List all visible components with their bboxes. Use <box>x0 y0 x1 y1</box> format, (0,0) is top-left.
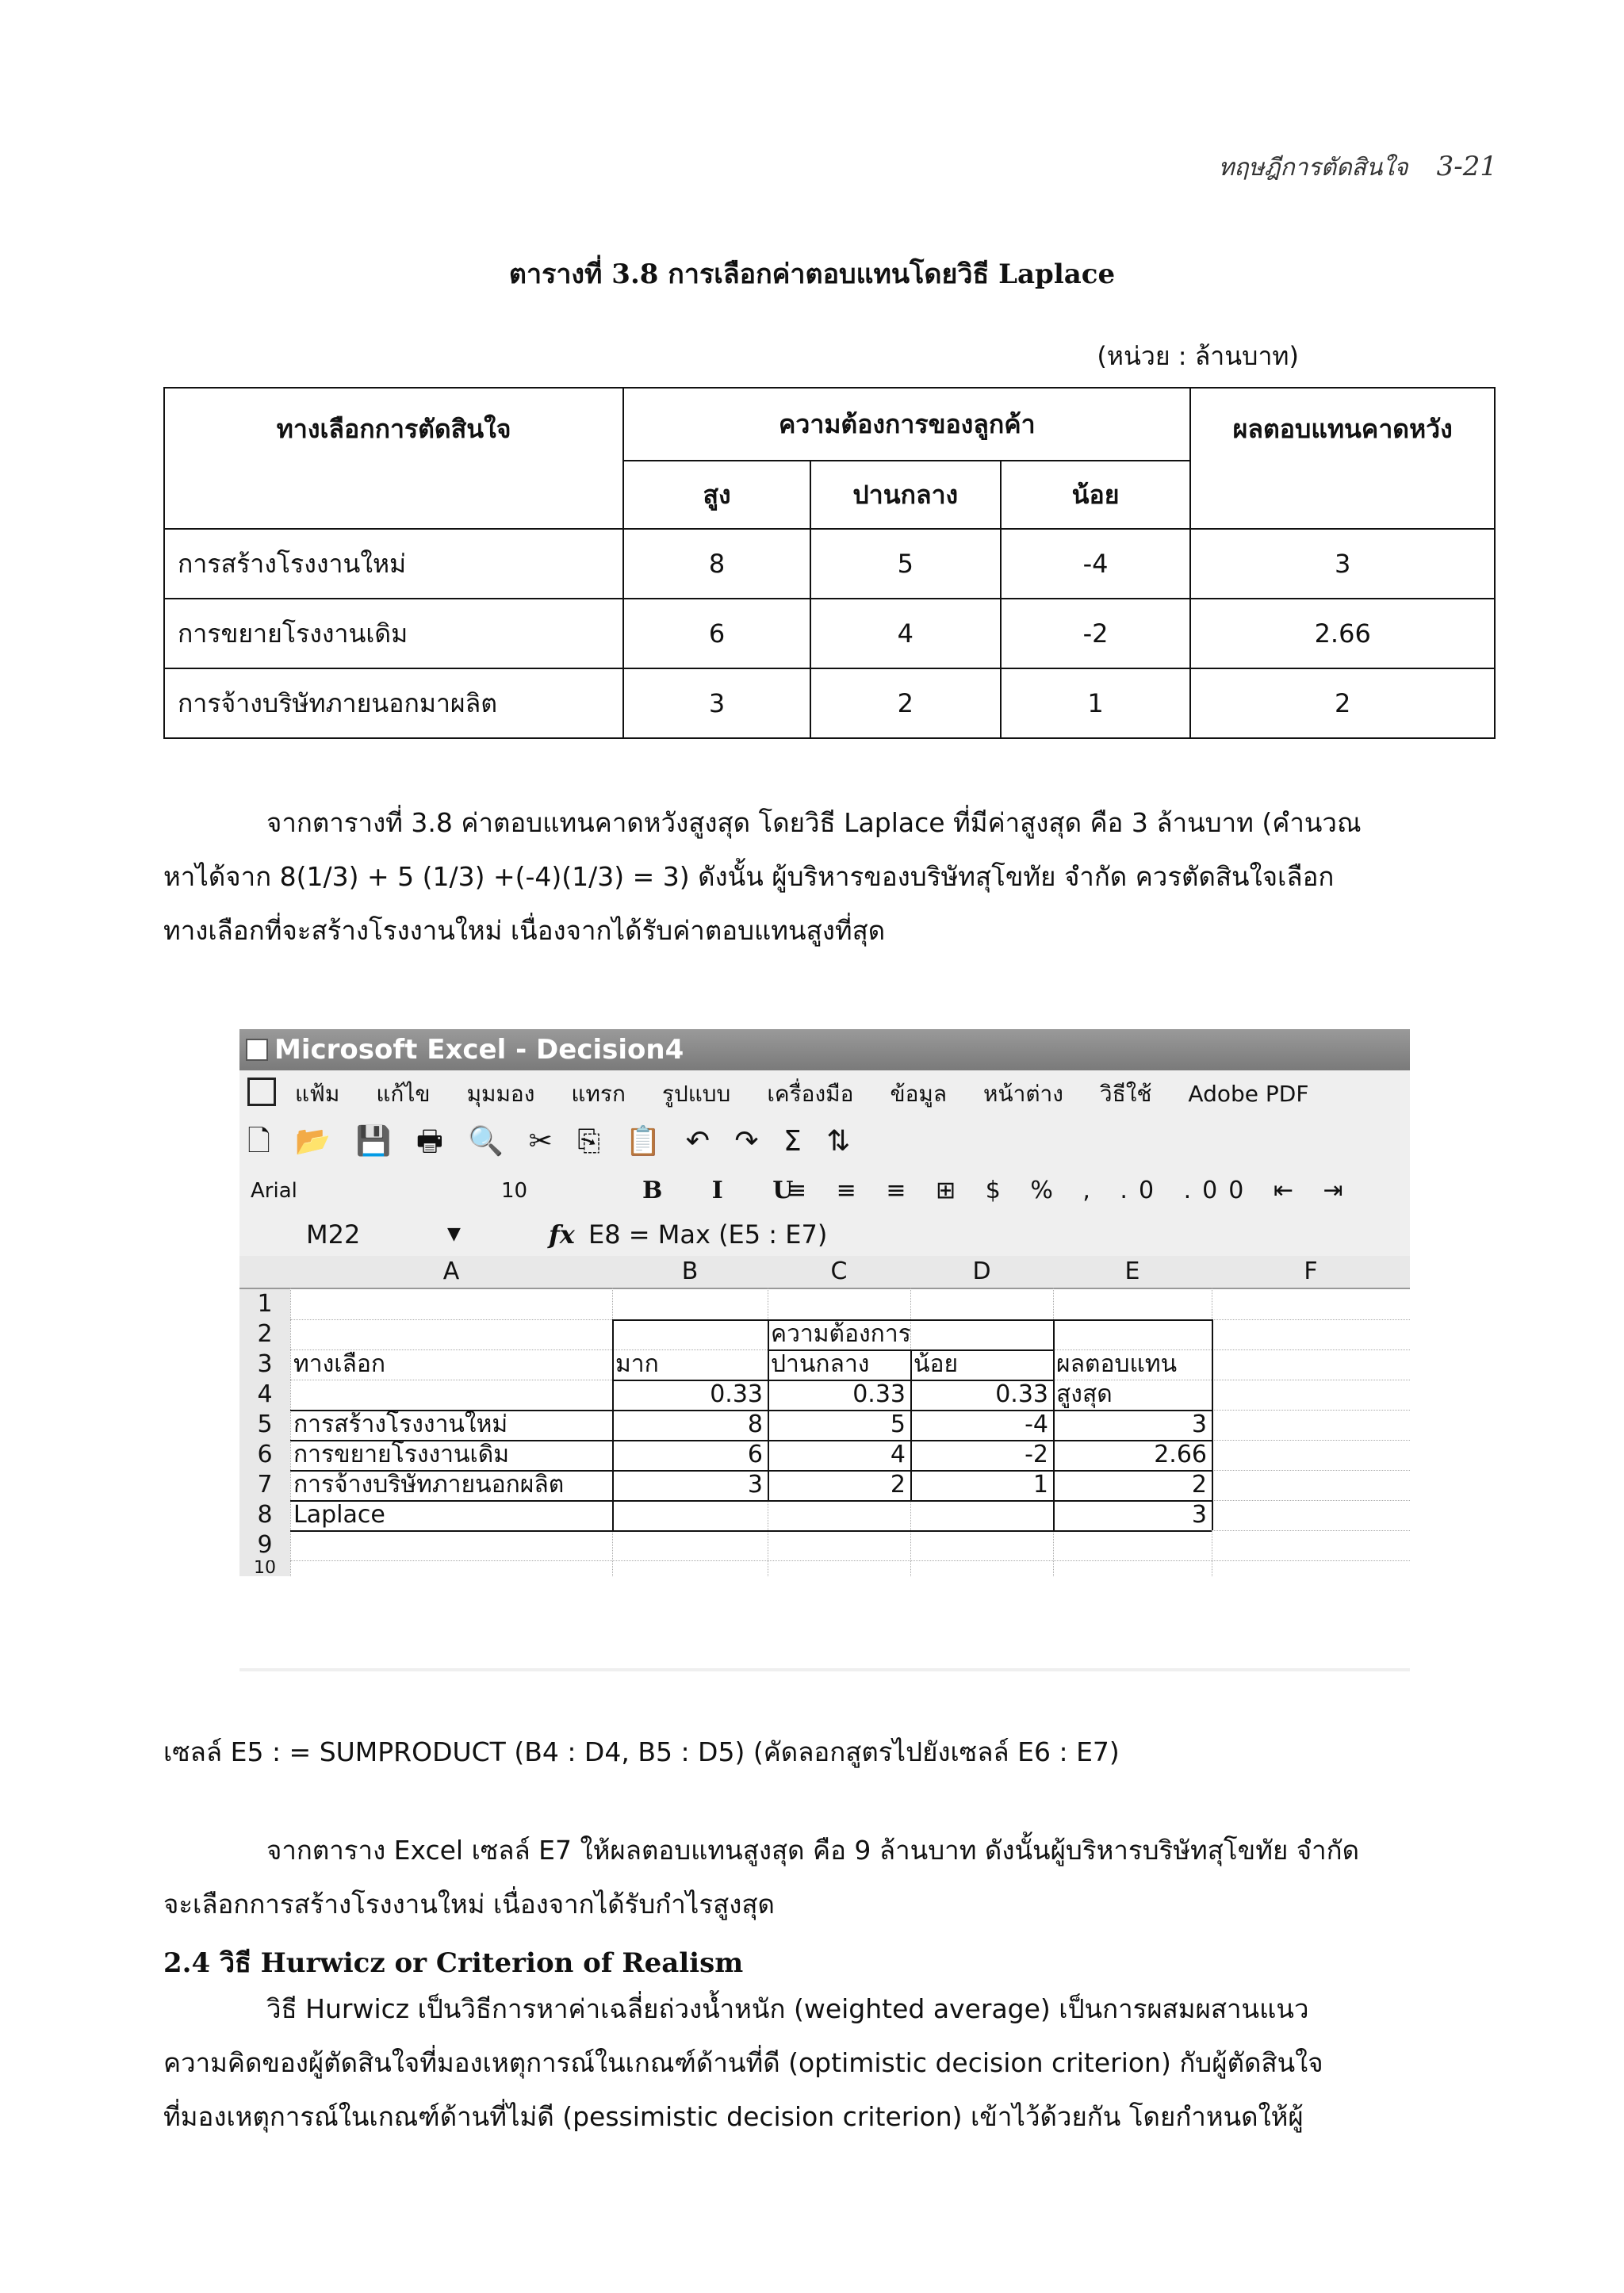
cell-c5[interactable]: 5 <box>890 1411 906 1438</box>
cell-e4[interactable]: สูงสุด <box>1056 1380 1113 1408</box>
alignment-number-buttons[interactable]: ≡ ≡ ≡ ⊞ $ % , .0 .00 ⇤ ⇥ <box>787 1177 1354 1204</box>
cell-medium: 5 <box>810 529 1001 599</box>
header-demand: ความต้องการของลูกค้า <box>623 388 1190 461</box>
header-high: สูง <box>623 461 810 529</box>
standard-toolbar[interactable]: 🗋 📂 💾 🖶 🔍 ✂ ⎘ 📋 ↶ ↷ Σ ⇅ <box>247 1125 859 1158</box>
excel-app-icon <box>246 1039 268 1061</box>
cell-high: 8 <box>623 529 810 599</box>
menu-help[interactable]: วิธีใช้ <box>1099 1081 1152 1107</box>
paragraph-3 <box>163 1982 1496 2144</box>
menu-adobe-pdf[interactable]: Adobe PDF <box>1188 1081 1309 1107</box>
menu-data[interactable]: ข้อมูล <box>890 1081 948 1107</box>
cell-medium: 4 <box>810 599 1001 668</box>
cell-a8[interactable]: Laplace <box>293 1501 385 1529</box>
cell-a7[interactable]: การจ้างบริษัทภายนอกผลิต <box>293 1471 565 1499</box>
table-row <box>164 668 1495 738</box>
cell-a3[interactable]: ทางเลือก <box>293 1350 386 1378</box>
cell-e3[interactable]: ผลตอบแทน <box>1056 1350 1178 1378</box>
menu-insert[interactable]: แทรก <box>571 1081 626 1107</box>
row-header-4[interactable]: 4 <box>239 1380 290 1410</box>
cell-e5[interactable]: 3 <box>1191 1411 1207 1438</box>
table-unit: (หน่วย : ล้านบาท) <box>1097 341 1299 371</box>
cell-low: -2 <box>1001 599 1191 668</box>
spreadsheet-grid <box>239 1256 1410 1668</box>
column-header-c[interactable]: C <box>768 1256 910 1289</box>
cell-e7[interactable]: 2 <box>1191 1471 1207 1499</box>
column-header-f[interactable]: F <box>1212 1256 1410 1289</box>
cell-expected: 2.66 <box>1190 599 1495 668</box>
cell-medium: 2 <box>810 668 1001 738</box>
column-header-a[interactable]: A <box>290 1256 612 1289</box>
paragraph-2-line-2: จะเลือกการสร้างโรงงานใหม่ เนื่องจากได้รับกำไรสูงสุด <box>163 1889 775 1920</box>
menu-window[interactable]: หน้าต่าง <box>983 1081 1063 1107</box>
paragraph-1 <box>163 796 1496 958</box>
cell-d6[interactable]: -2 <box>1025 1441 1048 1468</box>
excel-menu-bar <box>239 1072 1410 1116</box>
row-header-8[interactable]: 8 <box>239 1500 290 1530</box>
cell-b7[interactable]: 3 <box>747 1471 763 1499</box>
cell-d5[interactable]: -4 <box>1025 1411 1048 1438</box>
cell-d7[interactable]: 1 <box>1032 1471 1048 1499</box>
cell-d4[interactable]: 0.33 <box>995 1380 1048 1408</box>
table-row <box>164 529 1495 599</box>
function-icon[interactable]: fx <box>549 1219 575 1250</box>
page-number: 3-21 <box>1436 151 1497 182</box>
paragraph-2 <box>163 1824 1496 1931</box>
table-title: ตารางที่ 3.8 การเลือกค่าตอบแทนโดยวิธี Laplace <box>508 258 1116 290</box>
menu-file[interactable]: แฟ้ม <box>295 1081 340 1107</box>
cell-a6[interactable]: การขยายโรงงานเดิม <box>293 1441 510 1468</box>
laplace-table <box>163 387 1496 739</box>
table-row <box>164 599 1495 668</box>
menu-tools[interactable]: เครื่องมือ <box>767 1081 854 1107</box>
menu-view[interactable]: มุมมอง <box>466 1081 535 1107</box>
cell-border <box>290 1530 1212 1532</box>
row-name: การจ้างบริษัทภายนอกมาผลิต <box>164 668 623 738</box>
formula-bar <box>239 1215 1410 1254</box>
row-header-2[interactable]: 2 <box>239 1319 290 1349</box>
cell-high: 3 <box>623 668 810 738</box>
row-header-6[interactable]: 6 <box>239 1440 290 1470</box>
cell-high: 6 <box>623 599 810 668</box>
row-header-10[interactable]: 10 <box>239 1560 290 1576</box>
gridline <box>290 1560 1410 1561</box>
paragraph-3-line-3: ที่มองเหตุการณ์ในเกณฑ์ด้านที่ไม่ดี (pessimistic decision criterion) เข้าไว้ด้วยกัน โดยกำหนดให้ผู้ <box>163 2101 1304 2132</box>
paragraph-1-line-2: หาได้จาก 8(1/3) + 5 (1/3) +(-4)(1/3) = 3) ดังนั้น ผู้บริหารของบริษัทสุโขทัย จำกัด ควรตัดสินใจเลือก <box>163 861 1335 892</box>
running-header <box>1219 149 1497 186</box>
paragraph-1-line-1: จากตารางที่ 3.8 ค่าตอบแทนคาดหวังสูงสุด โดยวิธี Laplace ที่มีค่าสูงสุด คือ 3 ล้านบาท (คำนวณ <box>266 807 1362 838</box>
cell-expected: 2 <box>1190 668 1495 738</box>
row-header-7[interactable]: 7 <box>239 1470 290 1500</box>
paragraph-3-line-2: ความคิดของผู้ตัดสินใจที่มองเหตุการณ์ในเกณฑ์ด้านที่ดี (optimistic decision criterion) กับผู้ตัดสินใจ <box>163 2047 1323 2078</box>
row-header-9[interactable]: 9 <box>239 1530 290 1560</box>
excel-window-title: Microsoft Excel - Decision4 <box>274 1034 684 1066</box>
cell-b4[interactable]: 0.33 <box>710 1380 763 1408</box>
menu-format[interactable]: รูปแบบ <box>661 1081 731 1107</box>
paragraph-3-line-1: วิธี Hurwicz เป็นวิธีการหาค่าเฉลี่ยถ่วงน้ำหนัก (weighted average) เป็นการผสมผสานแนว <box>266 1993 1309 2024</box>
cell-c3[interactable]: ปานกลาง <box>771 1350 870 1378</box>
formatting-toolbar <box>239 1167 1410 1215</box>
cell-c7[interactable]: 2 <box>890 1471 906 1499</box>
cell-b5[interactable]: 8 <box>747 1411 763 1438</box>
formula-note: เซลล์ E5 : = SUMPRODUCT (B4 : D4, B5 : D5) (คัดลอกสูตรไปยังเซลล์ E6 : E7) <box>163 1736 1120 1767</box>
cell-a5[interactable]: การสร้างโรงงานใหม่ <box>293 1411 508 1438</box>
menu-edit[interactable]: แก้ไข <box>376 1081 431 1107</box>
font-name-box[interactable]: Arial <box>251 1179 297 1203</box>
running-header-title: ทฤษฎีการตัดสินใจ <box>1218 154 1408 182</box>
formula-input[interactable]: E8 = Max (E5 : E7) <box>588 1219 828 1250</box>
cell-c6[interactable]: 4 <box>890 1441 906 1468</box>
workbook-icon[interactable] <box>247 1078 276 1106</box>
cell-low: -4 <box>1001 529 1191 599</box>
row-name: การสร้างโรงงานใหม่ <box>164 529 623 599</box>
header-low: น้อย <box>1001 461 1191 529</box>
name-box-dropdown-icon[interactable]: ▼ <box>447 1224 461 1244</box>
select-all-corner[interactable] <box>239 1256 290 1289</box>
cell-b3[interactable]: มาก <box>615 1350 659 1378</box>
row-name: การขยายโรงงานเดิม <box>164 599 623 668</box>
paragraph-1-line-3: ทางเลือกที่จะสร้างโรงงานใหม่ เนื่องจากได้รับค่าตอบแทนสูงที่สุด <box>163 915 886 946</box>
row-header-1[interactable]: 1 <box>239 1289 290 1319</box>
header-medium: ปานกลาง <box>810 461 1001 529</box>
excel-title-bar <box>239 1029 1410 1070</box>
cell-c4[interactable]: 0.33 <box>852 1380 906 1408</box>
section-heading: 2.4 วิธี Hurwicz or Criterion of Realism <box>163 1947 744 1979</box>
cell-d3[interactable]: น้อย <box>914 1350 959 1378</box>
cell-low: 1 <box>1001 668 1191 738</box>
bold-italic-underline-buttons[interactable]: B I U <box>642 1177 814 1204</box>
header-expected: ผลตอบแทนคาดหวัง <box>1190 388 1495 529</box>
cell-e8[interactable]: 3 <box>1191 1501 1207 1529</box>
cell-b6[interactable]: 6 <box>747 1441 763 1468</box>
excel-window <box>239 1029 1410 1671</box>
column-header-e[interactable]: E <box>1053 1256 1212 1289</box>
paragraph-2-line-1: จากตาราง Excel เซลล์ E7 ให้ผลตอบแทนสูงสุด คือ 9 ล้านบาท ดังนั้นผู้บริหารบริษัทสุโขทัย จำกัด <box>266 1835 1360 1866</box>
row-header-3[interactable]: 3 <box>239 1349 290 1380</box>
header-decision: ทางเลือกการตัดสินใจ <box>164 388 623 529</box>
cell-e6[interactable]: 2.66 <box>1154 1441 1207 1468</box>
column-header-b[interactable]: B <box>612 1256 768 1289</box>
cell-c2[interactable]: ความต้องการ <box>771 1320 911 1348</box>
column-header-d[interactable]: D <box>910 1256 1053 1289</box>
cell-border <box>1212 1319 1213 1530</box>
font-size-box[interactable]: 10 <box>501 1179 528 1203</box>
cell-expected: 3 <box>1190 529 1495 599</box>
name-box[interactable]: M22 <box>306 1219 361 1250</box>
row-header-5[interactable]: 5 <box>239 1410 290 1440</box>
